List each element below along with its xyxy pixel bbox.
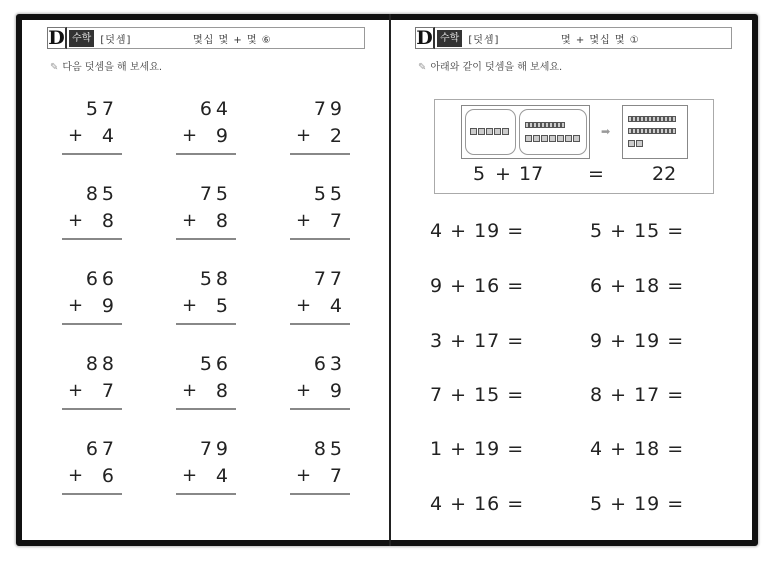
right-header <box>415 27 732 49</box>
plus-sign: + <box>182 295 198 316</box>
level-badge: D <box>415 27 435 49</box>
plus-sign: + <box>296 380 312 401</box>
addend-top: 79 <box>199 438 232 460</box>
plus-sign: + <box>296 125 312 146</box>
subject-label: 수학 <box>437 30 462 47</box>
addend-bottom: 9 <box>329 380 342 402</box>
five-unit-cubes <box>470 128 510 135</box>
arrow-right-icon: ➡ <box>601 125 611 138</box>
addend-bottom: 7 <box>101 380 114 402</box>
addend-top: 63 <box>313 353 346 375</box>
addend-top: 79 <box>313 98 346 120</box>
addend-bottom: 6 <box>101 465 114 487</box>
level-badge: D <box>47 27 67 49</box>
plus-sign: + <box>68 295 84 316</box>
ten-rod <box>628 116 676 123</box>
horizontal-problem: 4 + 19 = <box>430 220 525 242</box>
pencil-icon: ✎ <box>50 62 59 73</box>
addend-bottom: 2 <box>329 125 342 147</box>
addend-bottom: 9 <box>101 295 114 317</box>
answer-line <box>62 153 122 155</box>
answer-line <box>290 493 350 495</box>
addend-top: 56 <box>199 353 232 375</box>
answer-line <box>176 323 236 325</box>
answer-line <box>176 153 236 155</box>
horizontal-problem: 3 + 17 = <box>430 330 525 352</box>
answer-line <box>290 408 350 410</box>
tens-ones-blocks-pill <box>519 109 587 155</box>
answer-line <box>62 493 122 495</box>
addend-bottom: 7 <box>329 210 342 232</box>
horizontal-problem: 8 + 17 = <box>590 384 685 406</box>
plus-sign: + <box>68 210 84 231</box>
ten-rod <box>628 128 676 135</box>
answer-line <box>176 408 236 410</box>
example-equals: = <box>588 163 604 185</box>
horizontal-problem: 9 + 16 = <box>430 275 525 297</box>
lesson-title: 몇 + 몇십 몇 ① <box>561 34 640 46</box>
plus-sign: + <box>182 125 198 146</box>
addend-bottom: 4 <box>215 465 228 487</box>
horizontal-problem: 5 + 15 = <box>590 220 685 242</box>
addend-top: 85 <box>313 438 346 460</box>
horizontal-problem: 7 + 15 = <box>430 384 525 406</box>
plus-sign: + <box>296 210 312 231</box>
plus-sign: + <box>182 210 198 231</box>
horizontal-problem: 1 + 19 = <box>430 438 525 460</box>
addend-bottom: 5 <box>215 295 228 317</box>
addend-top: 75 <box>199 183 232 205</box>
ones-blocks-pill <box>465 109 516 155</box>
subject-label: 수학 <box>69 30 94 47</box>
addend-top: 66 <box>85 268 118 290</box>
plus-sign: + <box>296 295 312 316</box>
addend-bottom: 9 <box>215 125 228 147</box>
addend-bottom: 8 <box>101 210 114 232</box>
answer-line <box>290 238 350 240</box>
horizontal-problem: 4 + 16 = <box>430 493 525 515</box>
plus-sign: + <box>296 465 312 486</box>
example-addend-b: 17 <box>519 163 544 185</box>
addend-bottom: 4 <box>329 295 342 317</box>
category-label: [덧셈] <box>468 34 500 46</box>
addend-top: 58 <box>199 268 232 290</box>
plus-sign: + <box>68 125 84 146</box>
addend-top: 55 <box>313 183 346 205</box>
right-instruction <box>418 58 562 73</box>
addend-bottom: 8 <box>215 380 228 402</box>
instruction-text: 다음 덧셈을 해 보세요. <box>62 62 163 73</box>
example-addend-a: 5 <box>473 163 486 185</box>
seven-unit-cubes <box>525 135 581 142</box>
addend-top: 77 <box>313 268 346 290</box>
answer-line <box>290 323 350 325</box>
addend-bottom: 4 <box>101 125 114 147</box>
addend-top: 85 <box>85 183 118 205</box>
horizontal-problem: 6 + 18 = <box>590 275 685 297</box>
answer-line <box>62 408 122 410</box>
sum-blocks-group <box>622 105 688 159</box>
answer-line <box>62 323 122 325</box>
horizontal-problem: 9 + 19 = <box>590 330 685 352</box>
instruction-text: 아래와 같이 덧셈을 해 보세요. <box>430 62 563 73</box>
answer-line <box>176 238 236 240</box>
answer-line <box>176 493 236 495</box>
plus-sign: + <box>68 380 84 401</box>
plus-sign: + <box>68 465 84 486</box>
plus-sign: + <box>182 465 198 486</box>
addend-top: 64 <box>199 98 232 120</box>
ten-rod <box>525 122 565 129</box>
addend-top: 88 <box>85 353 118 375</box>
page-divider <box>389 14 391 546</box>
example-result: 22 <box>652 163 677 185</box>
plus-sign: + <box>182 380 198 401</box>
category-label: [덧셈] <box>100 34 132 46</box>
answer-line <box>62 238 122 240</box>
addend-top: 57 <box>85 98 118 120</box>
horizontal-problem: 5 + 19 = <box>590 493 685 515</box>
two-unit-cubes <box>628 140 644 147</box>
answer-line <box>290 153 350 155</box>
lesson-title: 몇십 몇 + 몇 ⑥ <box>193 34 272 46</box>
addend-bottom: 8 <box>215 210 228 232</box>
left-instruction <box>50 58 162 73</box>
left-header <box>47 27 365 49</box>
addend-top: 67 <box>85 438 118 460</box>
horizontal-problem: 4 + 18 = <box>590 438 685 460</box>
pencil-icon: ✎ <box>418 62 427 73</box>
addend-bottom: 7 <box>329 465 342 487</box>
example-plus: + <box>495 163 511 185</box>
addend-blocks-group <box>461 105 590 159</box>
